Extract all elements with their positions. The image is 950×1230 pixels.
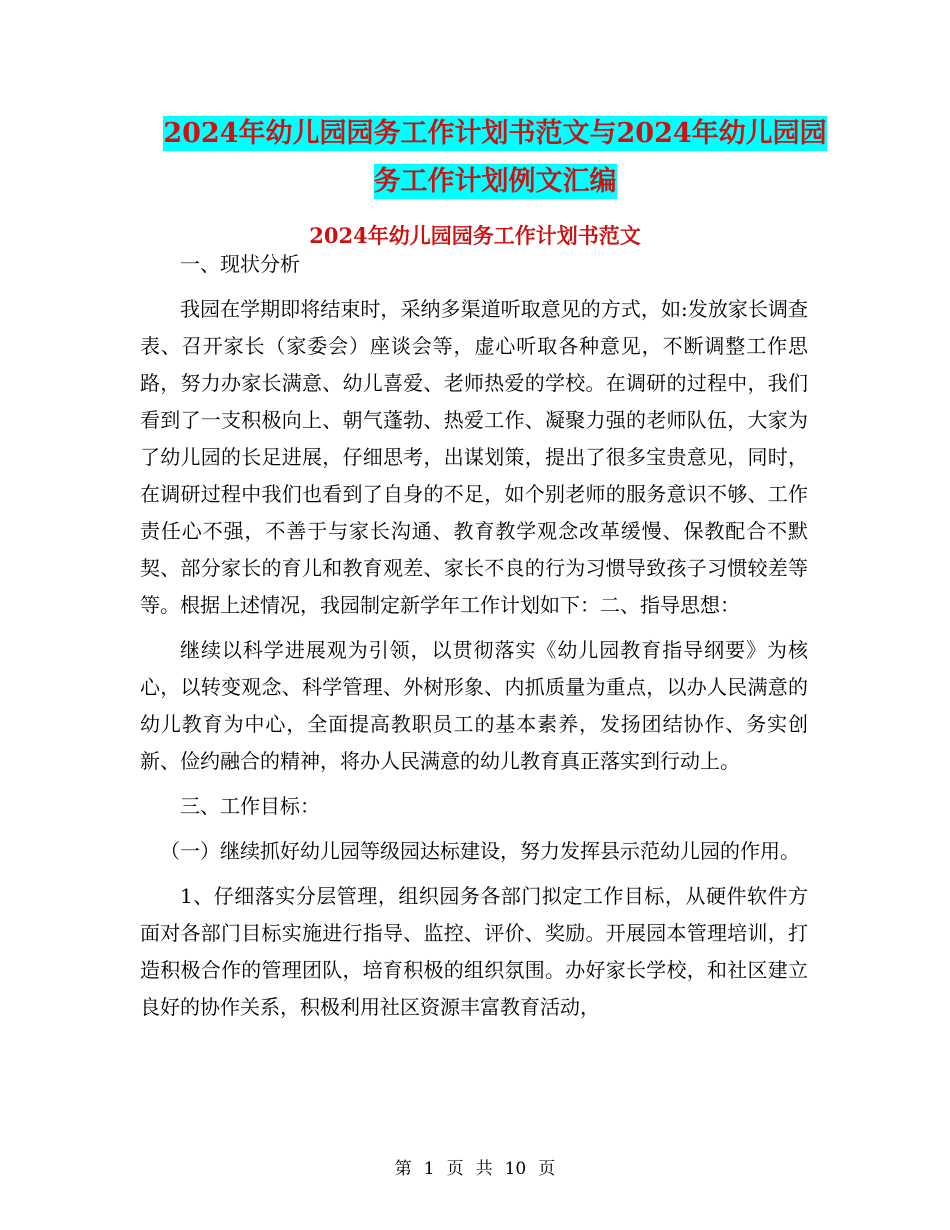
paragraph-goal-1-detail: 1、仔细落实分层管理，组织园务各部门拟定工作目标，从硬件软件方面对各部门目标实施进行指导、监控、评价、奖励。开展园本管理培训，打造积极合作的管理团队，培育积极的组织氛围。办好家长学校，和社区建立良好的协作关系，积极利用社区资源丰富教育活动， bbox=[140, 884, 808, 1019]
document-body bbox=[140, 246, 808, 1026]
footer-total-pages: 10 bbox=[504, 1159, 527, 1179]
document-title bbox=[140, 110, 850, 206]
footer-suffix: 页 bbox=[538, 1159, 556, 1179]
footer-mid: 页 bbox=[446, 1159, 464, 1179]
footer-page-number: 1 bbox=[423, 1159, 435, 1179]
section-title: 2024年幼儿园园务工作计划书范文 bbox=[309, 223, 641, 248]
footer-total-prefix: 共 bbox=[475, 1159, 493, 1179]
paragraph-heading-status: 一、现状分析 bbox=[180, 252, 300, 276]
document-title-line1: 2024年幼儿园园务工作计划书范文与2024年幼儿园园 bbox=[163, 118, 827, 149]
document-title-line2: 务工作计划例文汇编 bbox=[373, 166, 617, 197]
paragraph-guiding-thought: 继续以科学进展观为引领，以贯彻落实《幼儿园教育指导纲要》为核心，以转变观念、科学管理、外树形象、内抓质量为重点，以办人民满意的幼儿教育为中心，全面提高教职员工的基本素养，发扬团结协作、务实创新、俭约融合的精神，将办人民满意的幼儿教育真正落实到行动上。 bbox=[140, 638, 808, 773]
paragraph-status-analysis: 我园在学期即将结束时，采纳多渠道听取意见的方式，如:发放家长调查表、召开家长（家委会）座谈会等，虚心听取各种意见，不断调整工作思路，努力办家长满意、幼儿喜爱、老师热爱的学校。在调研的过程中，我们看到了一支积极向上、朝气蓬勃、热爱工作、凝聚力强的老师队伍，大家为了幼儿园的长足进展，仔细思考，出谋划策，提出了很多宝贵意见，同时，在调研过程中我们也看到了自身的不足，如个别老师的服务意识不够、工作责任心不强，不善于与家长沟通、教育教学观念改革缓慢、保教配合不默契、部分家长的育儿和教育观差、家长不良的行为习惯导致孩子习惯较差等等。根据上述情况，我园制定新学年工作计划如下：二、指导思想： bbox=[140, 297, 808, 617]
footer-prefix: 第 bbox=[394, 1159, 412, 1179]
page-footer bbox=[0, 1154, 950, 1179]
paragraph-goal-1: （一）继续抓好幼儿园等级园达标建设，努力发挥县示范幼儿园的作用。 bbox=[160, 839, 800, 863]
paragraph-heading-goals: 三、工作目标： bbox=[180, 794, 320, 818]
